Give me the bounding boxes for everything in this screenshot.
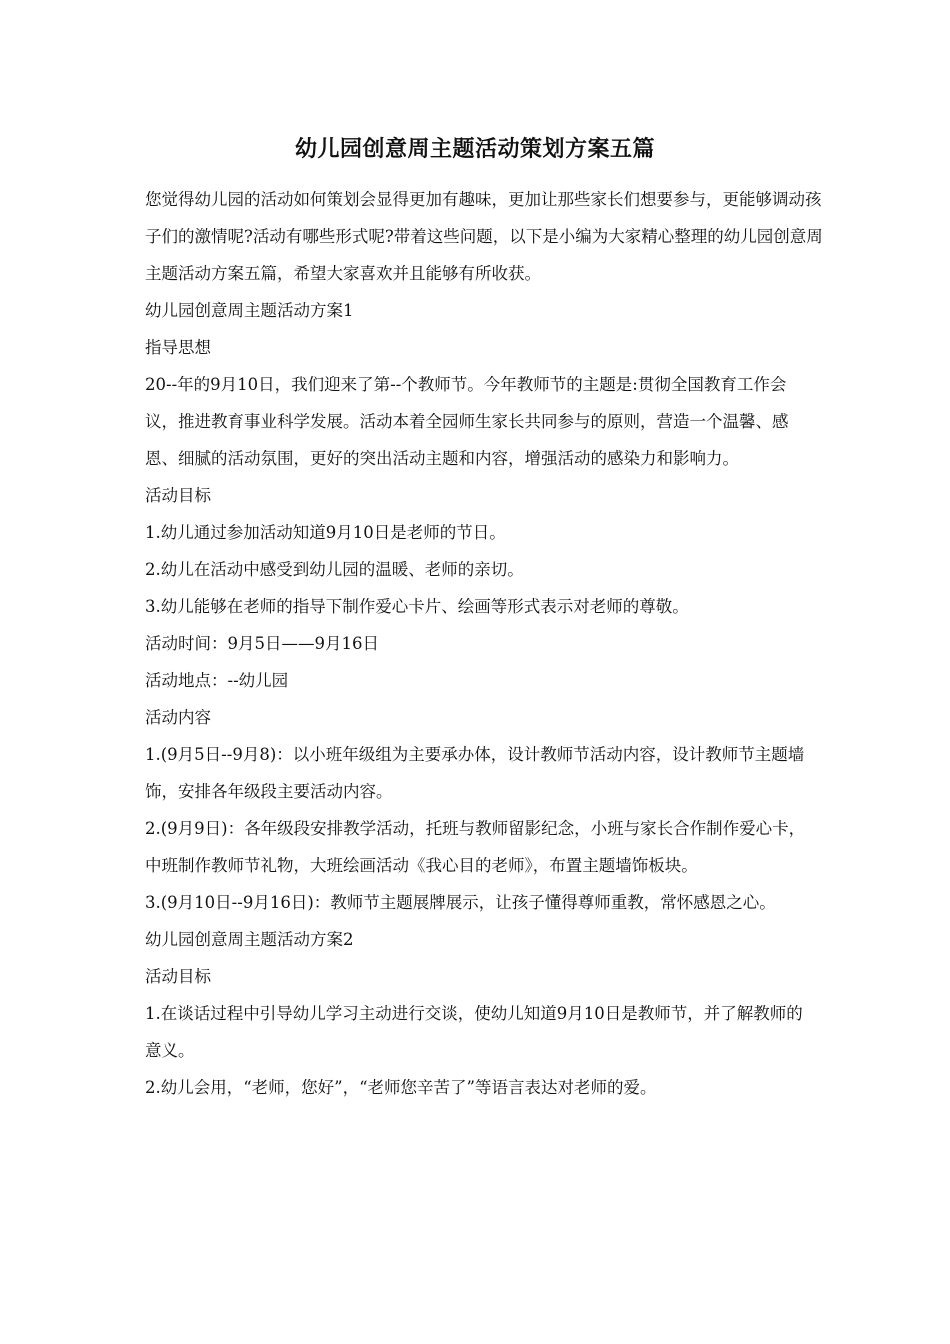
content-item-3: 3.(9月10日--9月16日)：教师节主题展牌展示，让孩子懂得尊师重教，常怀感恩之心。 [145,893,776,912]
subheading-guiding-thought: 指导思想 [145,338,211,357]
intro-paragraph: 您觉得幼儿园的活动如何策划会显得更加有趣味，更加让那些家长们想要参与，更能够调动孩子们的激情呢?活动有哪些形式呢?带着这些问题，以下是小编为大家精心整理的幼儿园创意周主题活动方案五篇，希望大家喜欢并且能够有所收获。 [145,190,823,283]
paragraph-guiding-thought: 20--年的9月10日，我们迎来了第--个教师节。今年教师节的主题是:贯彻全国教育工作会议，推进教育事业科学发展。活动本着全园师生家长共同参与的原则，营造一个温馨、感恩、细腻的活动氛围，更好的突出活动主题和内容，增强活动的感染力和影响力。 [145,375,789,468]
content-item-1: 1.(9月5日--9月8)：以小班年级组为主要承办体，设计教师节活动内容，设计教师节主题墙饰，安排各年级段主要活动内容。 [145,745,805,801]
activity-location: 活动地点：--幼儿园 [145,671,289,690]
subheading-activity-content: 活动内容 [145,708,211,727]
subheading-activity-goals-2: 活动目标 [145,967,211,986]
content-item-2: 2.(9月9日)：各年级段安排教学活动，托班与教师留影纪念，小班与家长合作制作爱心卡，中班制作教师节礼物，大班绘画活动《我心目的老师》，布置主题墙饰板块。 [145,819,806,875]
goal-item-2-2: 2.幼儿会用，“老师，您好”，“老师您辛苦了”等语言表达对老师的爱。 [145,1078,657,1097]
section-heading-plan-2: 幼儿园创意周主题活动方案2 [145,930,354,949]
activity-time: 活动时间：9月5日——9月16日 [145,634,379,653]
section-heading-plan-1: 幼儿园创意周主题活动方案1 [145,301,354,320]
document-title: 幼儿园创意周主题活动策划方案五篇 [294,136,655,162]
goal-item-3: 3.幼儿能够在老师的指导下制作爱心卡片、绘画等形式表示对老师的尊敬。 [145,597,689,616]
goal-item-2-1: 1.在谈话过程中引导幼儿学习主动进行交谈，使幼儿知道9月10日是教师节，并了解教师的意义。 [145,1004,803,1060]
document-body [145,181,823,1106]
goal-item-2: 2.幼儿在活动中感受到幼儿园的温暖、老师的亲切。 [145,560,524,579]
subheading-activity-goals: 活动目标 [145,486,211,505]
goal-item-1: 1.幼儿通过参加活动知道9月10日是老师的节日。 [145,523,506,542]
